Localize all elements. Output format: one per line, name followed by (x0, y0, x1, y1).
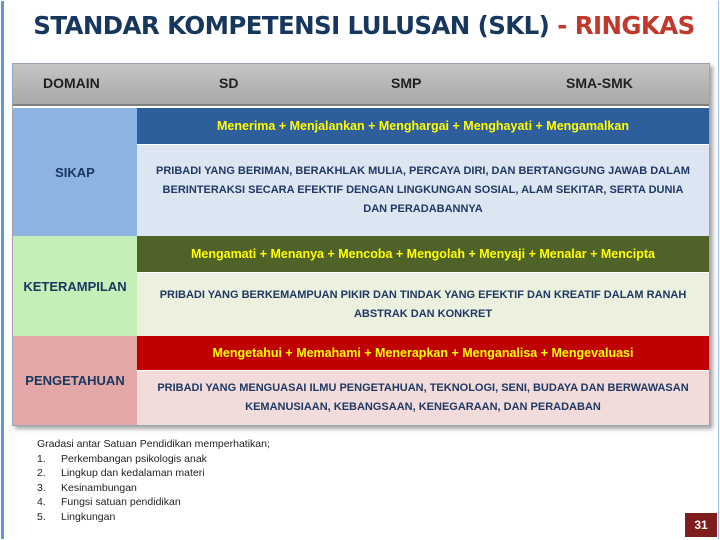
slide (1, 1, 719, 539)
header-domain: DOMAIN (43, 75, 100, 91)
skl-table (12, 63, 710, 426)
description-pengetahuan: PRIBADI YANG MENGUASAI ILMU PENGETAHUAN, TEKNOLOGI, SENI, BUDAYA DAN BERWAWASAN KEMANUSIAAN, KEBANGSAAN, KENEGARAAN, DAN PERADABAN (137, 370, 709, 425)
gradation-notes (37, 437, 457, 525)
domain-keterampilan: KETERAMPILAN (13, 236, 137, 336)
list-item: 3. Kesinambungan (37, 481, 137, 494)
process-band-pengetahuan: Mengetahui + Memahami + Menerapkan + Menganalisa + Mengevaluasi (137, 336, 709, 370)
title-dash: - (557, 11, 567, 40)
domain-pengetahuan: PENGETAHUAN (13, 336, 137, 425)
header-sd: SD (219, 75, 239, 91)
list-item: 1. Perkembangan psikologis anak (37, 452, 207, 465)
page-number: 31 (685, 513, 717, 537)
table-header-row (13, 64, 709, 106)
notes-intro: Gradasi antar Satuan Pendidikan memperhatikan; (37, 438, 270, 450)
notes-list (37, 452, 457, 525)
title-main: STANDAR KOMPETENSI LULUSAN (SKL) (33, 11, 550, 40)
process-band-keterampilan: Mengamati + Menanya + Mencoba + Mengolah + Menyaji + Menalar + Mencipta (137, 236, 709, 272)
list-item: 4. Fungsi satuan pendidikan (37, 496, 181, 509)
description-sikap: PRIBADI YANG BERIMAN, BERAKHLAK MULIA, PERCAYA DIRI, DAN BERTANGGUNG JAWAB DALAM BERINTERAKSI SECARA EFEKTIF DENGAN LINGKUNGAN SOSIAL, ALAM SEKITAR, SERTA DUNIA DAN PERADABANNYA (137, 144, 709, 236)
domain-sikap: SIKAP (13, 108, 137, 236)
slide-title (4, 11, 720, 40)
description-keterampilan: PRIBADI YANG BERKEMAMPUAN PIKIR DAN TINDAK YANG EFEKTIF DAN KREATIF DALAM RANAH ABSTRAK DAN KONKRET (137, 272, 709, 336)
header-sma-smk: SMA-SMK (566, 75, 633, 91)
process-band-sikap: Menerima + Menjalankan + Menghargai + Menghayati + Mengamalkan (137, 108, 709, 144)
list-item: 2. Lingkup dan kedalaman materi (37, 467, 205, 480)
header-smp: SMP (391, 75, 422, 91)
title-subtitle: RINGKAS (574, 11, 695, 40)
list-item: 5. Lingkungan (37, 510, 116, 523)
